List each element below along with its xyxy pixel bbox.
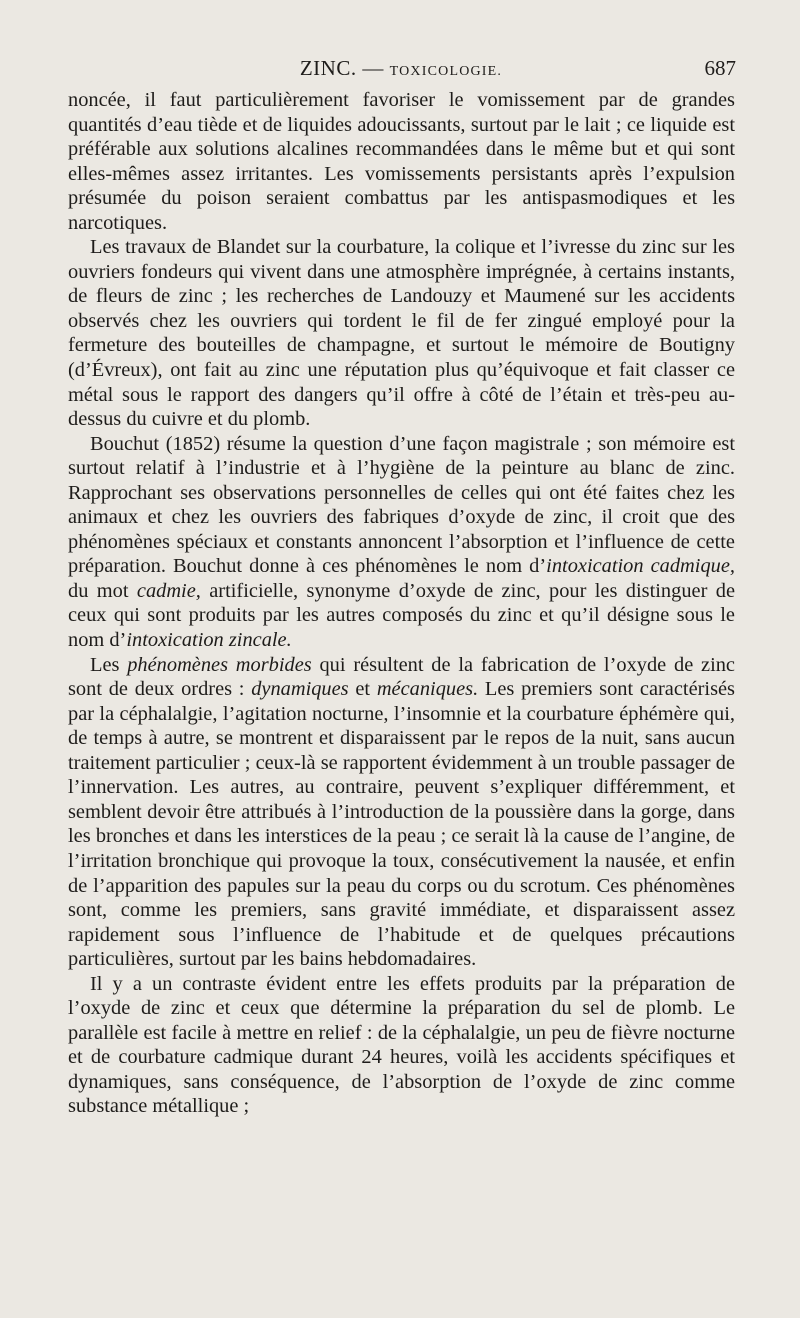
title-small-caps: TOXICOLOGIE. [389,64,503,79]
paragraph-blandet: Les travaux de Blandet sur la courbature, la colique et l’ivresse du zinc sur les ouvriers fondeurs qui vivent dans une atmosphère imprégnée, à certains instants, de fleurs de zinc ; les recherches de Landouzy et Maumené sur les accidents observés chez les ouvriers qui tordent le fil de fer zingué employé pour la fermeture des bouteilles de champagne, et surtout le mémoire de Boutigny (d’Évreux), ont fait au zinc une réputation plus qu’équivoque et fait classer ce métal sous le rapport des dangers qu’il offre à côté de l’étain et très-peu au-dessus du cuivre et du plomb. [68,236,735,431]
paragraph-continued: noncée, il faut particulièrement favoriser le vomissement par de grandes quantités d’eau tiède et de liquides adoucissants, surtout par le lait ; ce liquide est préférable aux solutions alcalines recommandées dans le même but et qui sont elles-mêmes assez irritantes. Les vomissements persistants après l’expulsion présumée du poison seraient combattus par les antispasmodiques et les narcotiques. [68,89,735,234]
italic-term: intoxication zincale. [126,629,292,652]
text-run: Les premiers sont caractérisés par la céphalalgie, l’agitation nocturne, l’insomnie et la courbature éphémère qui, de temps à autre, se montrent et disparaissent par le repos de la nuit, sans aucun traitement particulier ; ceux-là se rapportent évidemment à un trouble passager de l’innervation. Les autres, au contraire, peuvent s’expliquer différemment, et semblent devoir être attribués à l’introduction de la poussière dans la gorge, dans les bronches et dans les interstices de la peau ; ce serait là la cause de l’angine, de l’irritation bronchique qui provoque la toux, consécutivement la nausée, et enfin de l’apparition des papules sur la peau du corps ou du scrotum. Ces phénomènes sont, comme les premiers, sans gravité immédiate, et disparaissent assez rapidement sous l’influence de l’habitude et de quelques précautions particulières, surtout par les bains hebdomadaires. [68,678,735,971]
title-dash: — [362,56,384,80]
page-number: 687 [704,56,736,80]
paragraph-bouchut [68,432,735,653]
italic-term: cadmie, [136,579,201,602]
paragraph-contraste: Il y a un contraste évident entre les effets produits par la préparation de l’oxyde de zinc et ceux que détermine la préparation du sel de plomb. Le parallèle est facile à mettre en relief : de la céphalalgie, un peu de fièvre nocturne et de courbature cadmique durant 24 heures, voilà les accidents spécifiques et dynamiques, sans conséquence, de l’absorption de l’oxyde de zinc comme substance métallique ; [68,972,735,1118]
body-text [68,88,735,1119]
title-main: ZINC. [299,56,357,80]
running-title [66,56,736,81]
text-run: qui résultent de la fabrication de l’oxyde de zinc sont de deux ordres : [68,653,735,701]
text-run: Les [90,653,128,676]
text-run: artificielle, synonyme d’oxyde de zinc, pour les distinguer de ceux qui sont produits par les autres composés du zinc et qu’il désigne sous le nom d’ [68,579,735,652]
running-header [66,52,736,82]
paragraph-phenomenes [68,653,735,972]
italic-term: dynamiques [251,678,349,701]
italic-term: intoxication cadmique, [546,555,735,578]
italic-term: mécaniques. [376,678,479,701]
text-run: Bouchut (1852) résume la question d’une façon magistrale ; son mémoire est surtout relatif à l’industrie et à l’hygiène de la peinture au blanc de zinc. Rapprochant ses observations personnelles de celles qui ont été faites chez les animaux et chez les ouvriers des fabriques d’oxyde de zinc, il croit que des phénomènes spéciaux et constants annoncent l’absorption et l’influence de cette préparation. Bouchut donne à ces phénomènes le nom d’ [68,432,735,578]
italic-term: phénomènes morbides [127,653,312,676]
text-run: du mot [68,579,137,602]
text-run: et [348,678,377,701]
